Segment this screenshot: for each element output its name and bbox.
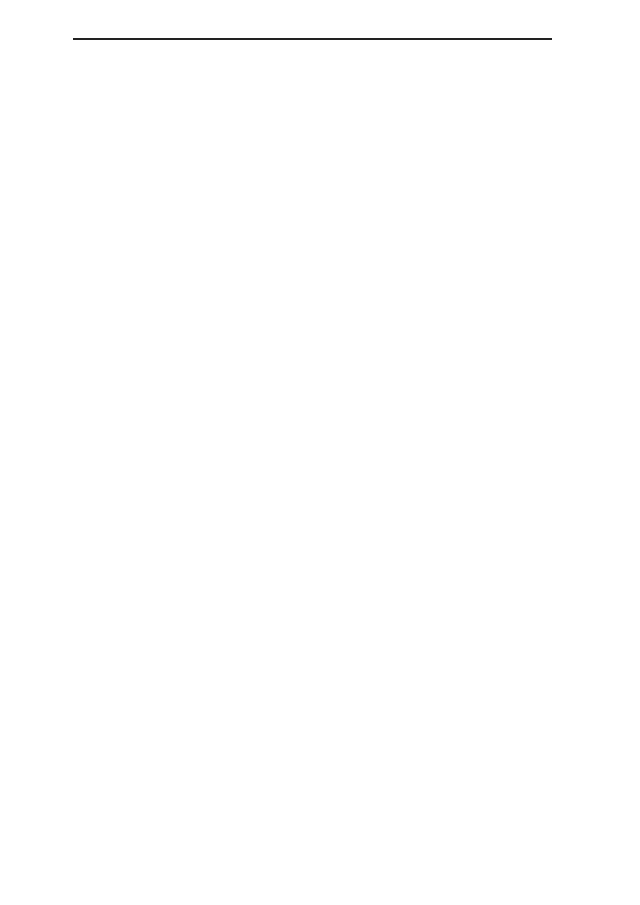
section-header-empty-cell bbox=[313, 39, 552, 40]
coefficients-table bbox=[73, 38, 552, 40]
section-header bbox=[74, 39, 313, 40]
section-header-row bbox=[74, 39, 552, 40]
